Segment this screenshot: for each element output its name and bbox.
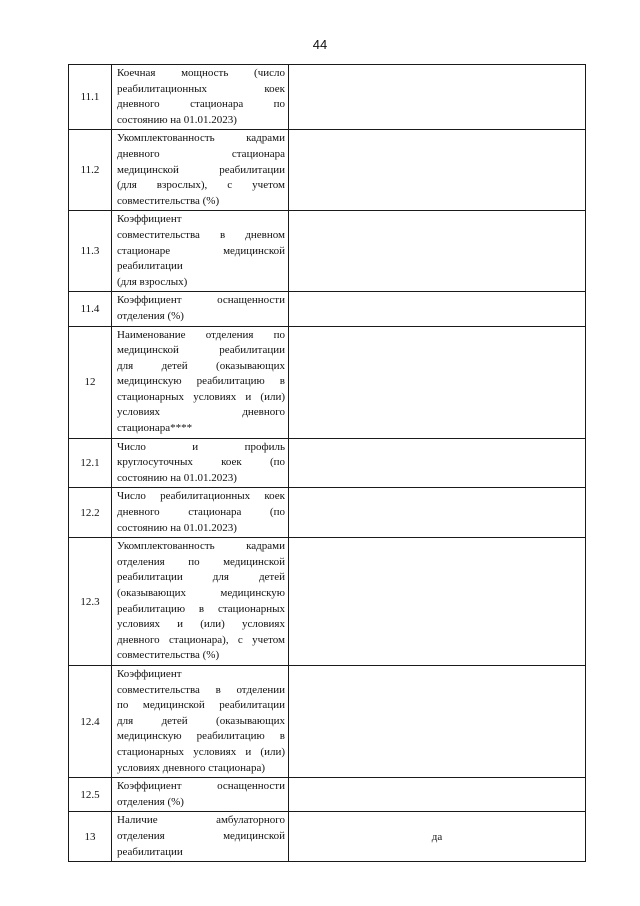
row-description <box>112 211 289 292</box>
row-number: 12.1 <box>69 438 112 488</box>
description-line: условиях и (или) условиях <box>117 618 285 631</box>
description-line: (для взрослых), с учетом <box>117 179 285 192</box>
description-line: Коэффициент <box>117 213 182 226</box>
description-line: совместительства в дневном <box>117 228 285 241</box>
description-line: состоянию на 01.01.2023) <box>117 521 237 534</box>
row-value <box>289 130 586 211</box>
data-table <box>68 64 586 862</box>
row-description <box>112 778 289 812</box>
description-line: условиях дневного стационара) <box>117 761 265 774</box>
description-line: Укомплектованность кадрами <box>117 132 285 145</box>
row-value <box>289 488 586 538</box>
row-value <box>289 65 586 130</box>
row-number: 11.3 <box>69 211 112 292</box>
row-value <box>289 778 586 812</box>
row-value <box>289 211 586 292</box>
description-line: Укомплектованность кадрами <box>117 540 285 553</box>
row-number: 11.4 <box>69 292 112 326</box>
table-row <box>69 211 586 292</box>
row-description <box>112 538 289 666</box>
description-line: отделения (%) <box>117 795 184 808</box>
row-description <box>112 130 289 211</box>
description-line: реабилитации для детей <box>117 571 285 584</box>
description-line: дневного стационара <box>117 147 285 160</box>
row-value <box>289 326 586 438</box>
description-line: состоянию на 01.01.2023) <box>117 471 237 484</box>
row-number: 12 <box>69 326 112 438</box>
description-line: условиях дневного <box>117 406 285 419</box>
row-number: 11.1 <box>69 65 112 130</box>
description-line: стационарных условиях и (или) <box>117 745 285 758</box>
description-line: медицинскую реабилитацию в <box>117 375 285 388</box>
description-line: Коэффициент оснащенности <box>117 294 285 307</box>
table-row <box>69 326 586 438</box>
page-number: 44 <box>312 37 328 52</box>
description-line: круглосуточных коек (по <box>117 456 285 469</box>
row-value <box>289 438 586 488</box>
row-description <box>112 292 289 326</box>
description-line: (для взрослых) <box>117 275 188 288</box>
row-description <box>112 326 289 438</box>
description-line: совместительства в отделении <box>117 683 285 696</box>
description-line: отделения медицинской <box>117 830 285 843</box>
description-line: дневного стационара (по <box>117 506 285 519</box>
row-number: 13 <box>69 812 112 862</box>
description-line: стационаре медицинской <box>117 244 285 257</box>
row-number: 12.5 <box>69 778 112 812</box>
table-row <box>69 488 586 538</box>
description-line: дневного стационара по <box>117 98 285 111</box>
row-description <box>112 488 289 538</box>
row-value <box>289 538 586 666</box>
table-row <box>69 65 586 130</box>
description-line: медицинской реабилитации <box>117 163 285 176</box>
table-row <box>69 812 586 862</box>
table-row <box>69 130 586 211</box>
table-body <box>69 65 586 862</box>
description-line: реабилитации <box>117 845 183 858</box>
description-line: реабилитации <box>117 260 183 273</box>
row-number: 11.2 <box>69 130 112 211</box>
table-row <box>69 438 586 488</box>
description-line: медицинскую реабилитацию в <box>117 730 285 743</box>
description-line: отделения (%) <box>117 309 184 322</box>
description-line: стационара**** <box>117 422 193 435</box>
description-line: дневного стационара), с учетом <box>117 633 285 646</box>
description-line: для детей (оказывающих <box>117 359 285 372</box>
description-line: по медицинской реабилитации <box>117 699 285 712</box>
description-line: для детей (оказывающих <box>117 714 285 727</box>
row-description <box>112 665 289 777</box>
description-line: (оказывающих медицинскую <box>117 587 285 599</box>
row-description <box>112 438 289 488</box>
table-row <box>69 665 586 777</box>
description-line: реабилитационных коек <box>117 82 285 95</box>
row-value <box>289 665 586 777</box>
row-number: 12.3 <box>69 538 112 666</box>
description-line: совместительства (%) <box>117 194 220 207</box>
row-number: 12.4 <box>69 665 112 777</box>
description-line: Наименование отделения по <box>117 328 285 341</box>
row-description <box>112 65 289 130</box>
description-line: стационарных условиях и (или) <box>117 390 285 403</box>
row-description <box>112 812 289 862</box>
description-line: Коечная мощность (число <box>117 67 285 79</box>
description-line: отделения по медицинской <box>117 555 285 568</box>
description-line: Коэффициент <box>117 667 182 680</box>
description-line: Коэффициент оснащенности <box>117 780 285 793</box>
description-line: медицинской реабилитации <box>117 344 285 357</box>
table-row <box>69 292 586 326</box>
description-line: реабилитацию в стационарных <box>117 602 285 615</box>
row-number: 12.2 <box>69 488 112 538</box>
table-row <box>69 538 586 666</box>
row-value: да <box>289 812 586 862</box>
description-line: Число реабилитационных коек <box>117 490 285 503</box>
description-line: Число и профиль <box>117 440 285 453</box>
table-row <box>69 778 586 812</box>
row-value <box>289 292 586 326</box>
description-line: состоянию на 01.01.2023) <box>117 113 237 126</box>
description-line: совместительства (%) <box>117 649 220 662</box>
description-line: Наличие амбулаторного <box>117 814 285 827</box>
